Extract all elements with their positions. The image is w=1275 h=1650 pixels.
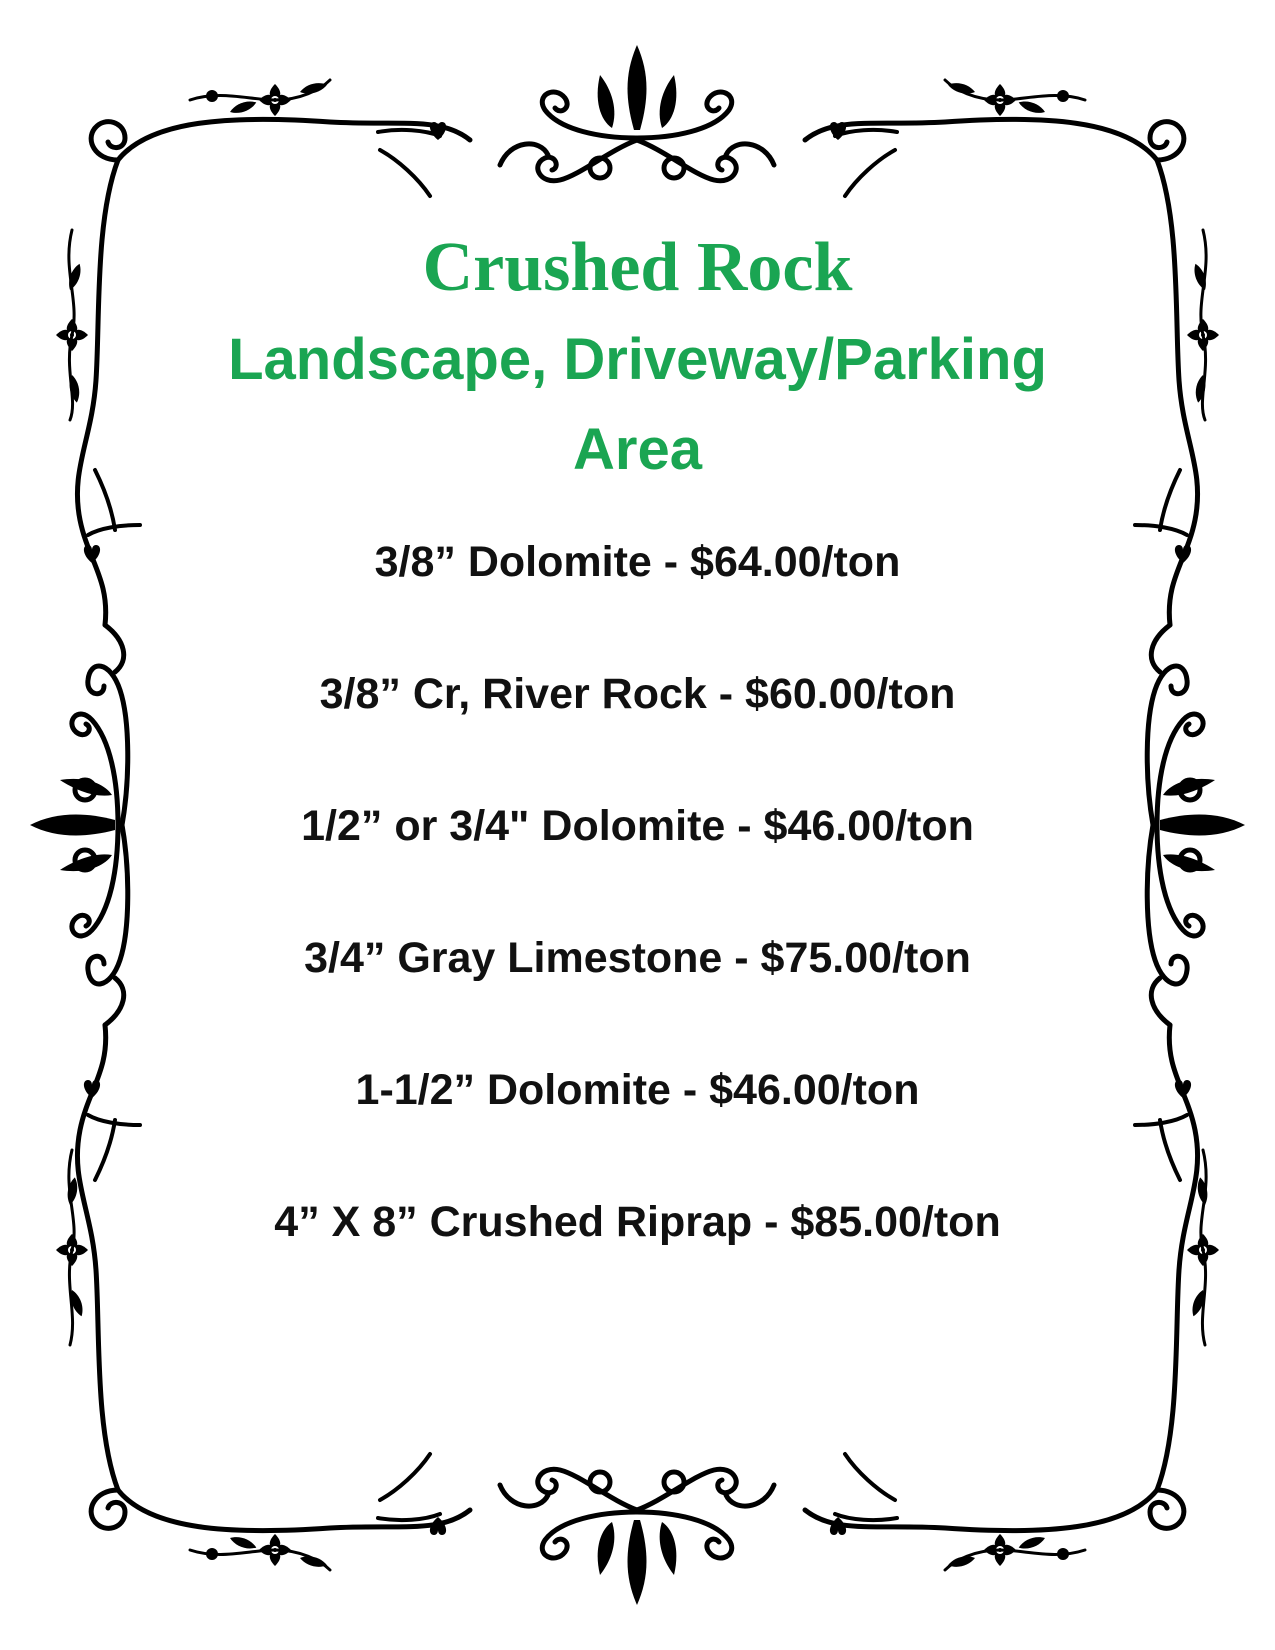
price-item-dolomite-3-8: 3/8” Dolomite - $64.00/ton	[374, 538, 901, 586]
price-item-dolomite-1-2-3-4: 1/2” or 3/4" Dolomite - $46.00/ton	[301, 802, 974, 850]
price-item-gray-limestone-3-4: 3/4” Gray Limestone - $75.00/ton	[304, 934, 971, 982]
price-item-river-rock-3-8: 3/8” Cr, River Rock - $60.00/ton	[319, 670, 956, 718]
page-title: Crushed Rock	[422, 229, 853, 306]
price-item-crushed-riprap: 4” X 8” Crushed Riprap - $85.00/ton	[274, 1198, 1001, 1246]
page-subtitle-line1: Landscape, Driveway/Parking	[228, 327, 1047, 392]
page-subtitle-line2: Area	[573, 417, 702, 482]
price-item-dolomite-1-1-2: 1-1/2” Dolomite - $46.00/ton	[355, 1066, 920, 1114]
price-list	[0, 532, 1275, 1324]
